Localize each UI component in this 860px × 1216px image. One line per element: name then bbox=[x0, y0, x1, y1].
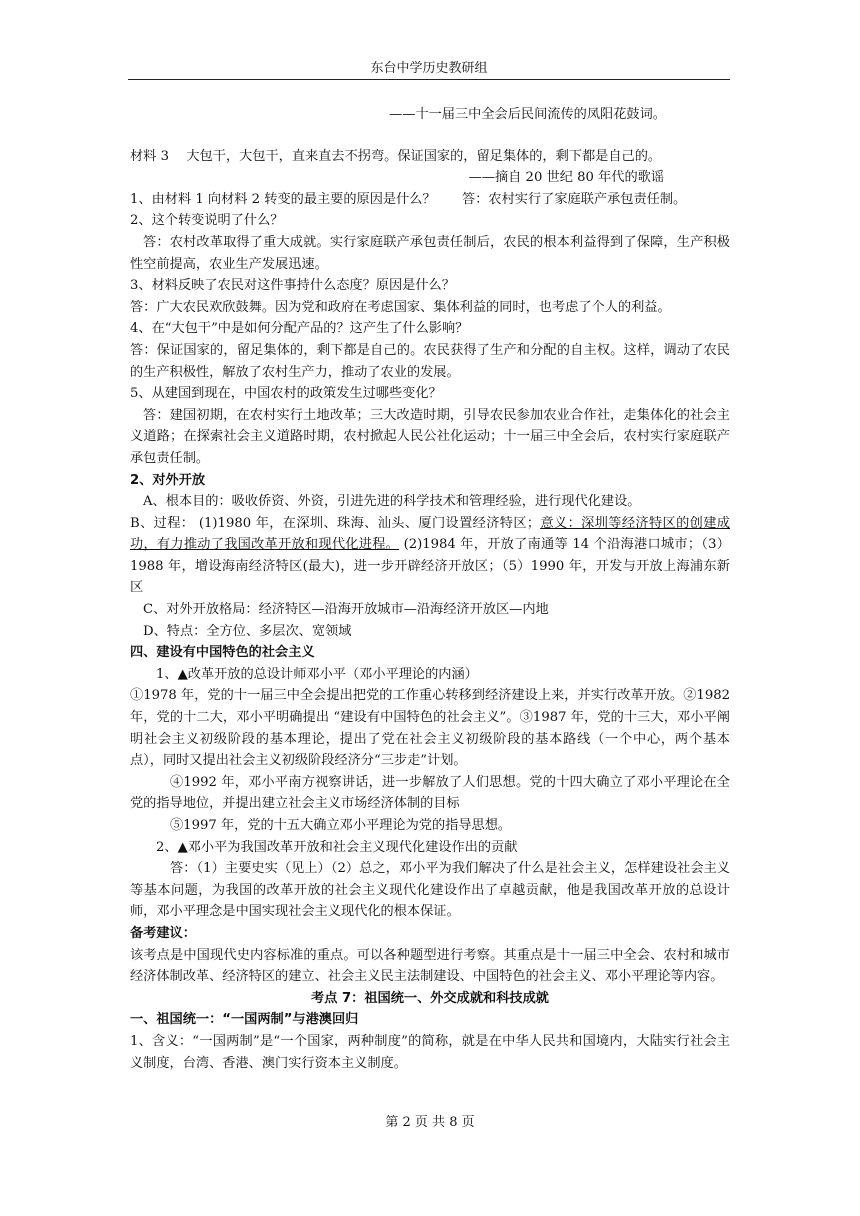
opening-pattern: C、对外开放格局：经济特区—沿海开放城市—沿海经济开放区—内地 bbox=[143, 602, 549, 618]
question-3: 3、材料反映了农民对这件事持什么态度？原因是什么？ bbox=[130, 278, 455, 294]
spacer bbox=[130, 126, 730, 146]
opening-significance: 意义：深圳等经济特区的创建成功，有力推动了我国改革开放和现代化进程。 bbox=[130, 515, 730, 553]
question-4: 4、在“大包干”中是如何分配产品的？这产生了什么影响？ bbox=[130, 321, 469, 337]
answer-4: 答：保证国家的，留足集体的，剩下都是自己的。农民获得了生产和分配的自主权。这样，调动了农民的生产积极性，解放了农村生产力，推动了农业的发展。 bbox=[130, 342, 730, 380]
heading-socialism-chinese-characteristics: 四、建设有中国特色的社会主义 bbox=[130, 645, 315, 661]
answer-3: 答：广大农民欢欣鼓舞。因为党和政府在考虑国家、集体利益的同时，也考虑了个人的利益。 bbox=[130, 299, 671, 315]
question-1: 1、由材料 1 向材料 2 转变的最主要的原因是什么？ 答：农村实行了家庭联产承包责任制。 bbox=[130, 191, 687, 207]
opening-process bbox=[130, 513, 730, 599]
deng-1992: ④1992 年，邓小平南方视察讲话，进一步解放了人们思想。党的十四大确立了邓小平理论在全党的指导地位，并提出建立社会主义市场经济体制的目标 bbox=[130, 774, 730, 812]
answer-2: 答：农村改革取得了重大成就。实行家庭联产承包责任制后，农民的根本利益得到了保障，生产积极性空前提高，农业生产发展迅速。 bbox=[130, 234, 730, 272]
question-5: 5、从建国到现在，中国农村的政策发生过哪些变化？ bbox=[130, 386, 442, 402]
section-deng-architect: 1、▲改革开放的总设计师邓小平（邓小平理论的内涵） bbox=[156, 666, 478, 682]
heading-opening-up: 2、对外开放 bbox=[130, 472, 206, 488]
document-body bbox=[130, 104, 730, 1074]
deng-1997: ⑤1997 年，党的十五大确立邓小平理论为党的指导思想。 bbox=[170, 818, 512, 833]
opening-process-part2: (2)1984 年，开放了南通等 14 个沿海港口城市；（3）1988 年，增设海南经济特区(最大)，进一步开辟经济开放区；（5）1990 年，开发与开放上海浦东新区 bbox=[130, 537, 730, 596]
exam-advice-text: 该考点是中国现代史内容标准的重点。可以各种题型进行考察。其重点是十一届三中全会、农村和城市经济体制改革、经济特区的建立、社会主义民主法制建设、中国特色的社会主义、邓小平理论等内容。 bbox=[130, 947, 730, 985]
material-3: 材料 3 大包干，大包干，直来直去不拐弯。保证国家的，留足集体的，剩下都是自己的。 bbox=[130, 148, 662, 164]
heading-reunification: 一、祖国统一：“一国两制”与港澳回归 bbox=[130, 1012, 359, 1028]
opening-process-part1: B、过程： (1)1980 年，在深圳、珠海、汕头、厦门设置经济特区； bbox=[130, 515, 541, 531]
page-header: 东台中学历史教研组 bbox=[128, 59, 730, 80]
heading-exam-advice: 备考建议： bbox=[130, 925, 196, 941]
quote-source-fengyang: ——十一届三中全会后民间流传的凤阳花鼓词。 bbox=[389, 107, 666, 122]
section-deng-contribution: 2、▲邓小平为我国改革开放和社会主义现代化建设作出的贡献 bbox=[156, 839, 518, 855]
opening-features: D、特点：全方位、多层次、宽领域 bbox=[143, 623, 352, 639]
deng-theory-points: ①1978 年，党的十一届三中全会提出把党的工作重心转移到经济建设上来，并实行改革开放。②1982 年，党的十二大，邓小平明确提出 “建设有中国特色的社会主义”。③1987 年，党的十三大，邓小平阐明社会主义初级阶段的基本理论，提出了党在社会主义初级阶段的基本路线（一个中心，两个基本点），同时又提出社会主义初级阶段经济分“三步走”计划。 bbox=[130, 688, 730, 769]
answer-5: 答：建国初期，在农村实行土地改革；三大改造时期，引导农民参加农业合作社，走集体化的社会主义道路；在探索社会主义道路时期，农村掀起人民公社化运动；十一届三中全会后，农村实行家庭联产承包责任制。 bbox=[130, 407, 730, 466]
one-country-two-systems-definition: 1、含义：“一国两制”是“一个国家，两种制度”的简称，就是在中华人民共和国境内，大陆实行社会主义制度，台湾、香港、澳门实行资本主义制度。 bbox=[130, 1033, 730, 1071]
deng-contribution-answer: 答：（1）主要史实（见上）（2）总之，邓小平为我们解决了什么是社会主义，怎样建设社会主义等基本问题，为我国的改革开放的社会主义现代化建设作出了卓越贡献，他是我国改革开放的总设计师，邓小平理念是中国实现社会主义现代化的根本保证。 bbox=[130, 861, 730, 920]
heading-key-point-7: 考点 7：祖国统一、外交成就和科技成就 bbox=[311, 990, 549, 1006]
page-number: 第 2 页 共 8 页 bbox=[385, 1115, 475, 1130]
question-2: 2、这个转变说明了什么？ bbox=[130, 213, 284, 229]
opening-purpose: A、根本目的：吸收侨资、外资，引进先进的科学技术和管理经验，进行现代化建设。 bbox=[143, 494, 641, 510]
quote-source-song: ——摘自 20 世纪 80 年代的歌谣 bbox=[468, 170, 664, 186]
